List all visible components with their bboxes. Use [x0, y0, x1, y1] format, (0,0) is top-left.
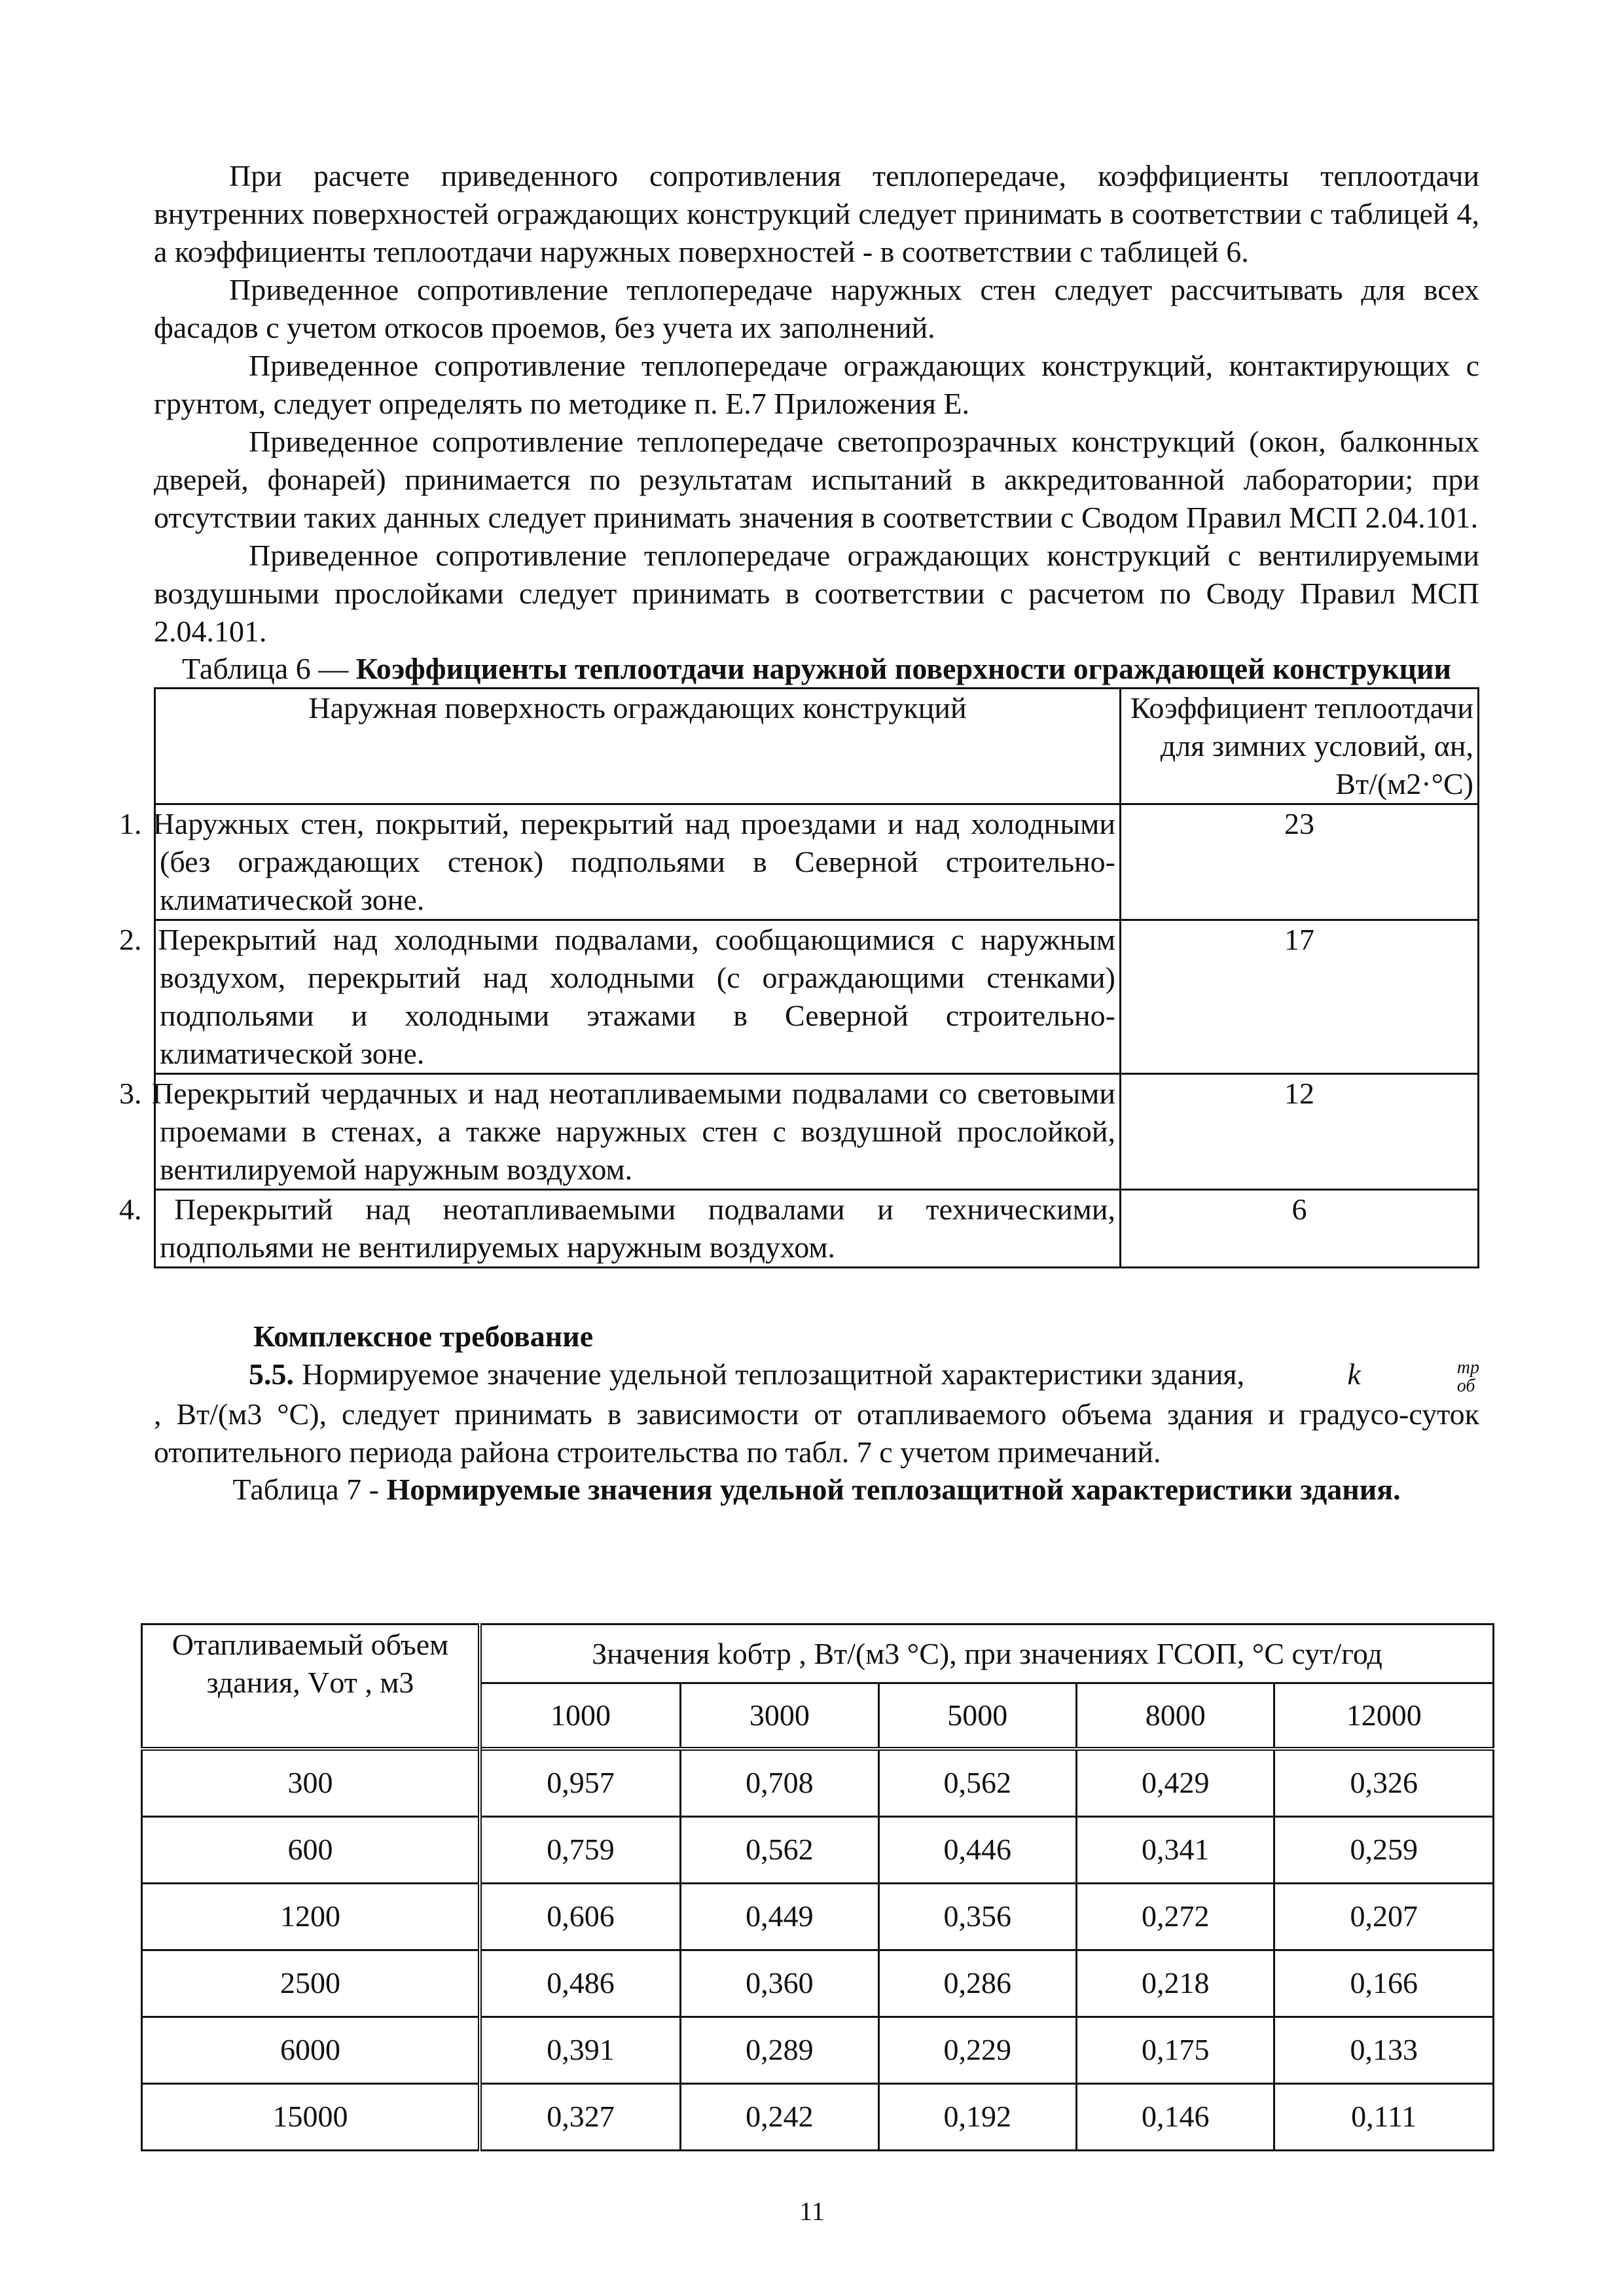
- table7-value-cell: 0,449: [681, 1883, 878, 1950]
- table6-header-coefficient: [1121, 689, 1479, 804]
- table7-value-cell: 0,192: [878, 2083, 1076, 2150]
- table7-value-cell: 0,272: [1076, 1883, 1274, 1950]
- table7-value-cell: 0,218: [1076, 1950, 1274, 2017]
- table7-value-cell: 0,326: [1274, 1749, 1494, 1817]
- table7-gsop-header: 8000: [1076, 1683, 1274, 1749]
- table7-volume-cell: 2500: [142, 1950, 480, 2017]
- table7-row: [142, 2017, 1494, 2083]
- table6-surface-cell: 1. Наружных стен, покрытий, перекрытий над проездами и над холодными (без ограждающих стенок) подпольями в Северной строительно-климатической зоне.: [155, 804, 1121, 920]
- table7-row: [142, 1749, 1494, 1817]
- table6-surface-cell: 3. Перекрытий чердачных и над неотапливаемыми подвалами со световыми проемами в стенах, а также наружных стен с воздушной прослойкой, вентилируемой наружным воздухом.: [155, 1074, 1121, 1190]
- table7-value-cell: 0,286: [878, 1950, 1076, 2017]
- clause-number: 5.5.: [249, 1357, 294, 1391]
- table7-value-cell: 0,957: [480, 1749, 681, 1817]
- table6-row: [155, 1074, 1479, 1190]
- table6-value-cell: 6: [1121, 1190, 1479, 1268]
- table7-caption-title: Нормируемые значения удельной теплозащитной характеристики здания.: [386, 1473, 1401, 1507]
- table7-volume-cell: 600: [142, 1816, 480, 1883]
- table7-caption: [154, 1471, 1479, 1508]
- table7-value-cell: 0,207: [1274, 1883, 1494, 1950]
- table6-surface-cell: 4. Перекрытий над неотапливаемыми подвалами и техническими, подпольями не вентилируемых наружным воздухом.: [155, 1190, 1121, 1268]
- table7-value-cell: 0,708: [681, 1749, 878, 1817]
- table7-value-cell: 0,111: [1274, 2083, 1494, 2150]
- table7-header-values: Значения kобтр , Вт/(м3 °С), при значениях ГСОП, °С сут/год: [480, 1624, 1494, 1683]
- table7-value-cell: 0,175: [1076, 2017, 1274, 2083]
- clause-text-2: , Вт/(м3 °С), следует принимать в зависимости от отапливаемого объема здания и градусо-суток отопительного периода района строительства по табл. 7 с учетом примечаний.: [154, 1397, 1479, 1469]
- table6-header-coefficient-text: Коэффициент теплоотдачи для зимних условий, αн, Вт/(м2·°С): [1130, 691, 1473, 800]
- clause-5-5: [154, 1355, 1479, 1471]
- table6-caption: [154, 651, 1479, 687]
- table7-value-cell: 0,429: [1076, 1749, 1274, 1817]
- table7-caption-prefix: Таблица 7 -: [232, 1473, 387, 1507]
- table7-value-cell: 0,166: [1274, 1950, 1494, 2017]
- table6-row: [155, 920, 1479, 1074]
- table7-gsop-header: 3000: [681, 1683, 878, 1749]
- table7-value-cell: 0,391: [480, 2017, 681, 2083]
- table7-volume-cell: 300: [142, 1749, 480, 1817]
- table7-volume-cell: 1200: [142, 1883, 480, 1950]
- table7-row: [142, 1950, 1494, 2017]
- table7-value-cell: 0,146: [1076, 2083, 1274, 2150]
- k-sup: тр: [1456, 1357, 1479, 1378]
- table7-volume-cell: 15000: [142, 2083, 480, 2150]
- section-heading: Комплексное требование: [253, 1319, 594, 1353]
- table7-row: [142, 2083, 1494, 2150]
- table6-value-cell: 23: [1121, 804, 1479, 920]
- table7-row: [142, 1816, 1494, 1883]
- table7-volume-cell: 6000: [142, 2017, 480, 2083]
- k-sub: об: [1456, 1376, 1475, 1397]
- k-symbol: k тр об: [1347, 1357, 1479, 1397]
- table7-value-cell: 0,360: [681, 1950, 878, 2017]
- clause-text-1: Нормируемое значение удельной теплозащитной характеристики здания,: [294, 1357, 1253, 1391]
- table-7: [141, 1623, 1494, 2151]
- table7-value-cell: 0,446: [878, 1816, 1076, 1883]
- table6-value-cell: 12: [1121, 1074, 1479, 1190]
- paragraph-3: Приведенное сопротивление теплопередаче ограждающих конструкций, контактирующих с грунтом, следует определять по методике п. Е.7 Приложения Е.: [154, 349, 1479, 420]
- table7-value-cell: 0,562: [878, 1749, 1076, 1817]
- table6-header-row: [155, 689, 1479, 804]
- table-6: [119, 687, 1479, 1268]
- table6-value-cell: 17: [1121, 920, 1479, 1074]
- table7-value-cell: 0,356: [878, 1883, 1076, 1950]
- table7-value-cell: 0,259: [1274, 1816, 1494, 1883]
- paragraph-2: Приведенное сопротивление теплопередаче наружных стен следует рассчитывать для всех фасадов с учетом откосов проемов, без учета их заполнений.: [154, 273, 1479, 344]
- paragraph-4: Приведенное сопротивление теплопередаче светопрозрачных конструкций (окон, балконных дверей, фонарей) принимается по результатам испытаний в аккредитованной лаборатории; при отсутствии таких данных следует принимать значения в соответствии с Сводом Правил МСП 2.04.101.: [154, 425, 1479, 534]
- table7-value-cell: 0,759: [480, 1816, 681, 1883]
- table7-value-cell: 0,133: [1274, 2017, 1494, 2083]
- table7-value-cell: 0,289: [681, 2017, 878, 2083]
- table7-gsop-header: 5000: [878, 1683, 1076, 1749]
- table7-value-cell: 0,486: [480, 1950, 681, 2017]
- table6-header-surface: Наружная поверхность ограждающих конструкций: [155, 689, 1121, 804]
- table6-caption-prefix: Таблица 6 —: [181, 652, 356, 685]
- table6-caption-title: Коэффициенты теплоотдачи наружной поверхности ограждающей конструкции: [355, 652, 1452, 685]
- table7-header-volume: Отапливаемый объем здания, Vот , м3: [142, 1624, 480, 1749]
- table7-value-cell: 0,341: [1076, 1816, 1274, 1883]
- table7-gsop-header: 12000: [1274, 1683, 1494, 1749]
- table7-header-row: [142, 1624, 1494, 1683]
- table7-value-cell: 0,242: [681, 2083, 878, 2150]
- table6-row: [155, 804, 1479, 920]
- table7-value-cell: 0,229: [878, 2017, 1076, 2083]
- table6-row: [155, 1190, 1479, 1268]
- table6-surface-cell: 2. Перекрытий над холодными подвалами, сообщающимися с наружным воздухом, перекрытий над холодными (с ограждающими стенками) подпольями и холодными этажами в Северной строительно-климатической зоне.: [155, 920, 1121, 1074]
- table7-value-cell: 0,562: [681, 1816, 878, 1883]
- paragraph-5: Приведенное сопротивление теплопередаче ограждающих конструкций с вентилируемыми воздушными прослойками следует принимать в соответствии с расчетом по Своду Правил МСП 2.04.101.: [154, 539, 1479, 648]
- document-page: [119, 157, 1479, 1508]
- page-number: 11: [799, 2197, 825, 2226]
- paragraph-1: При расчете приведенного сопротивления теплопередаче, коэффициенты теплоотдачи внутренних поверхностей ограждающих конструкций следует принимать в соответствии с таблицей 4, а коэффициенты теплоотдачи наружных поверхностей - в соответствии с таблицей 6.: [154, 159, 1479, 268]
- table7-value-cell: 0,606: [480, 1883, 681, 1950]
- table7-value-cell: 0,327: [480, 2083, 681, 2150]
- table7-gsop-header: 1000: [480, 1683, 681, 1749]
- table7-row: [142, 1883, 1494, 1950]
